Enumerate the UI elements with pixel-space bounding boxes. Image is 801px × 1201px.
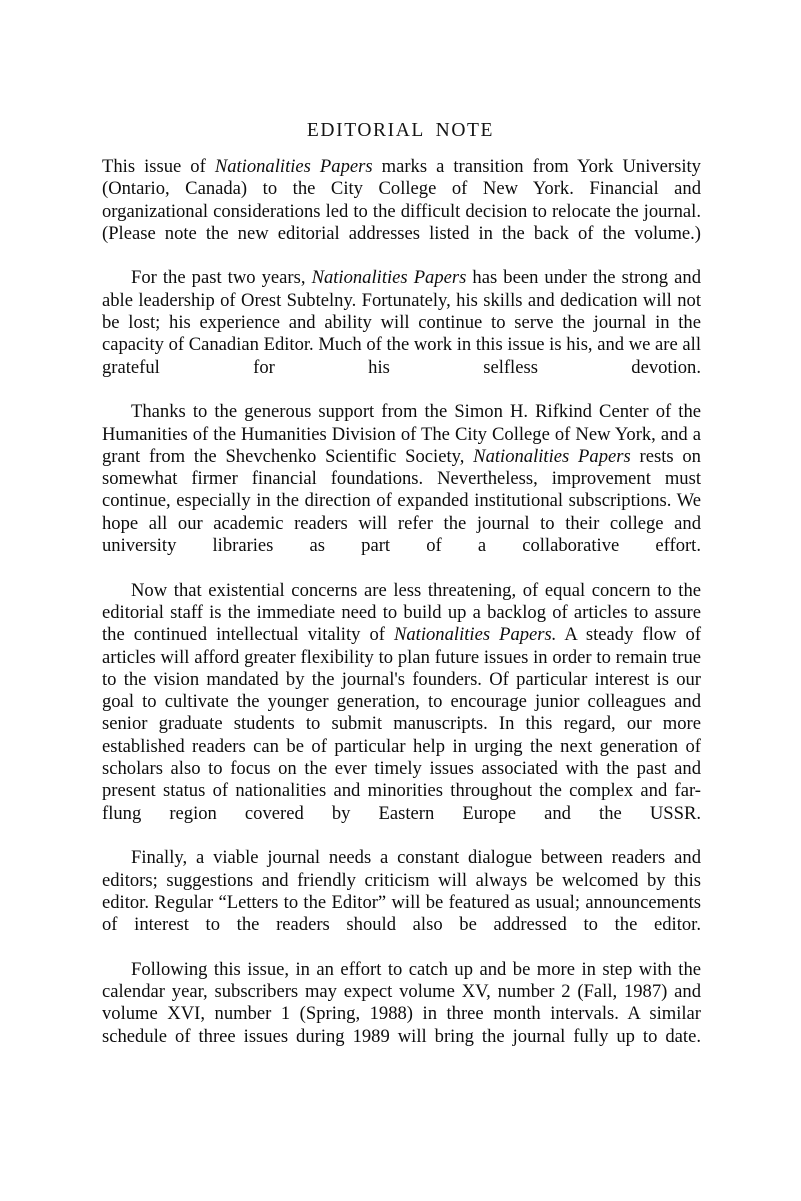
paragraph-p4 <box>102 580 701 848</box>
text-run: has been under the strong and able leadership of Orest Subtelny. Fortunately, his skills and dedication will not be lost; his experience and ability will continue to serve the journal in the capacity of Canadian Editor. Much of the work in this issue is his, and we are all grateful for his selfless devotion. <box>102 267 701 378</box>
text-run: Following this issue, in an effort to catch up and be more in step with the calendar year, subscribers may expect volume XV, number 2 (Fall, 1987) and volume XVI, number 1 (Spring, 1988) in three month intervals. A similar schedule of three issues during 1989 will bring the journal fully up to date. <box>102 958 701 1047</box>
text-run: A steady flow of articles will afford greater flexibility to plan future issues in order to remain true to the vision mandated by the journal's founders. Of particular interest is our goal to cultivate the younger generation, to encourage junior colleagues and senior graduate students to submit manuscripts. In this regard, our more established readers can be of particular help in urging the next generation of scholars also to focus on the ever timely issues associated with the past and present status of nationalities and minorities throughout the complex and far-flung region covered by Eastern Europe and the USSR. <box>102 624 702 824</box>
journal-title-italic: Nationalities Papers. <box>393 624 557 646</box>
paragraph-p3 <box>102 401 701 579</box>
journal-title-italic: Nationalities Papers <box>214 156 373 177</box>
text-run: Now that existential concerns are less threatening, of equal concern to the editorial staff is the immediate need to build up a backlog of articles to assure the continued intellectual vitality of <box>102 579 701 646</box>
page-title: EDITORIAL NOTE <box>306 120 495 142</box>
paragraph-p6 <box>102 959 701 1070</box>
text-run: rests on somewhat firmer financial foundations. Nevertheless, improvement must continue, especially in the direction of expanded institutional subscriptions. We hope all our academic readers will refer the journal to their college and university libraries as part of a collaborative effort. <box>102 445 701 557</box>
paragraph-p5 <box>102 847 701 958</box>
text-run: This issue of <box>102 156 215 177</box>
text-run: Thanks to the generous support from the Simon H. Rifkind Center of the Humanities of the Humanities Division of The City College of New York, and a grant from the Shevchenko Scientific Society, <box>102 401 701 467</box>
text-run: For the past two years, <box>131 267 312 289</box>
body-text-column <box>102 156 701 1070</box>
paragraph-p1 <box>102 156 701 267</box>
journal-title-italic: Nationalities Papers <box>311 267 467 289</box>
text-run: marks a transition from York University (Ontario, Canada) to the City College of New York. Financial and organizational considerations led to the difficult decision to relocate the journal. (Please note the new editorial addresses listed in the back of the volume.) <box>102 156 701 244</box>
paragraph-p2 <box>102 267 701 401</box>
text-run: Finally, a viable journal needs a constant dialogue between readers and editors; suggestions and friendly criticism will always be welcomed by this editor. Regular “Letters to the Editor” will be featured as usual; announcements of interest to the readers should also be addressed to the editor. <box>102 847 701 936</box>
journal-title-italic: Nationalities Papers <box>473 445 631 467</box>
